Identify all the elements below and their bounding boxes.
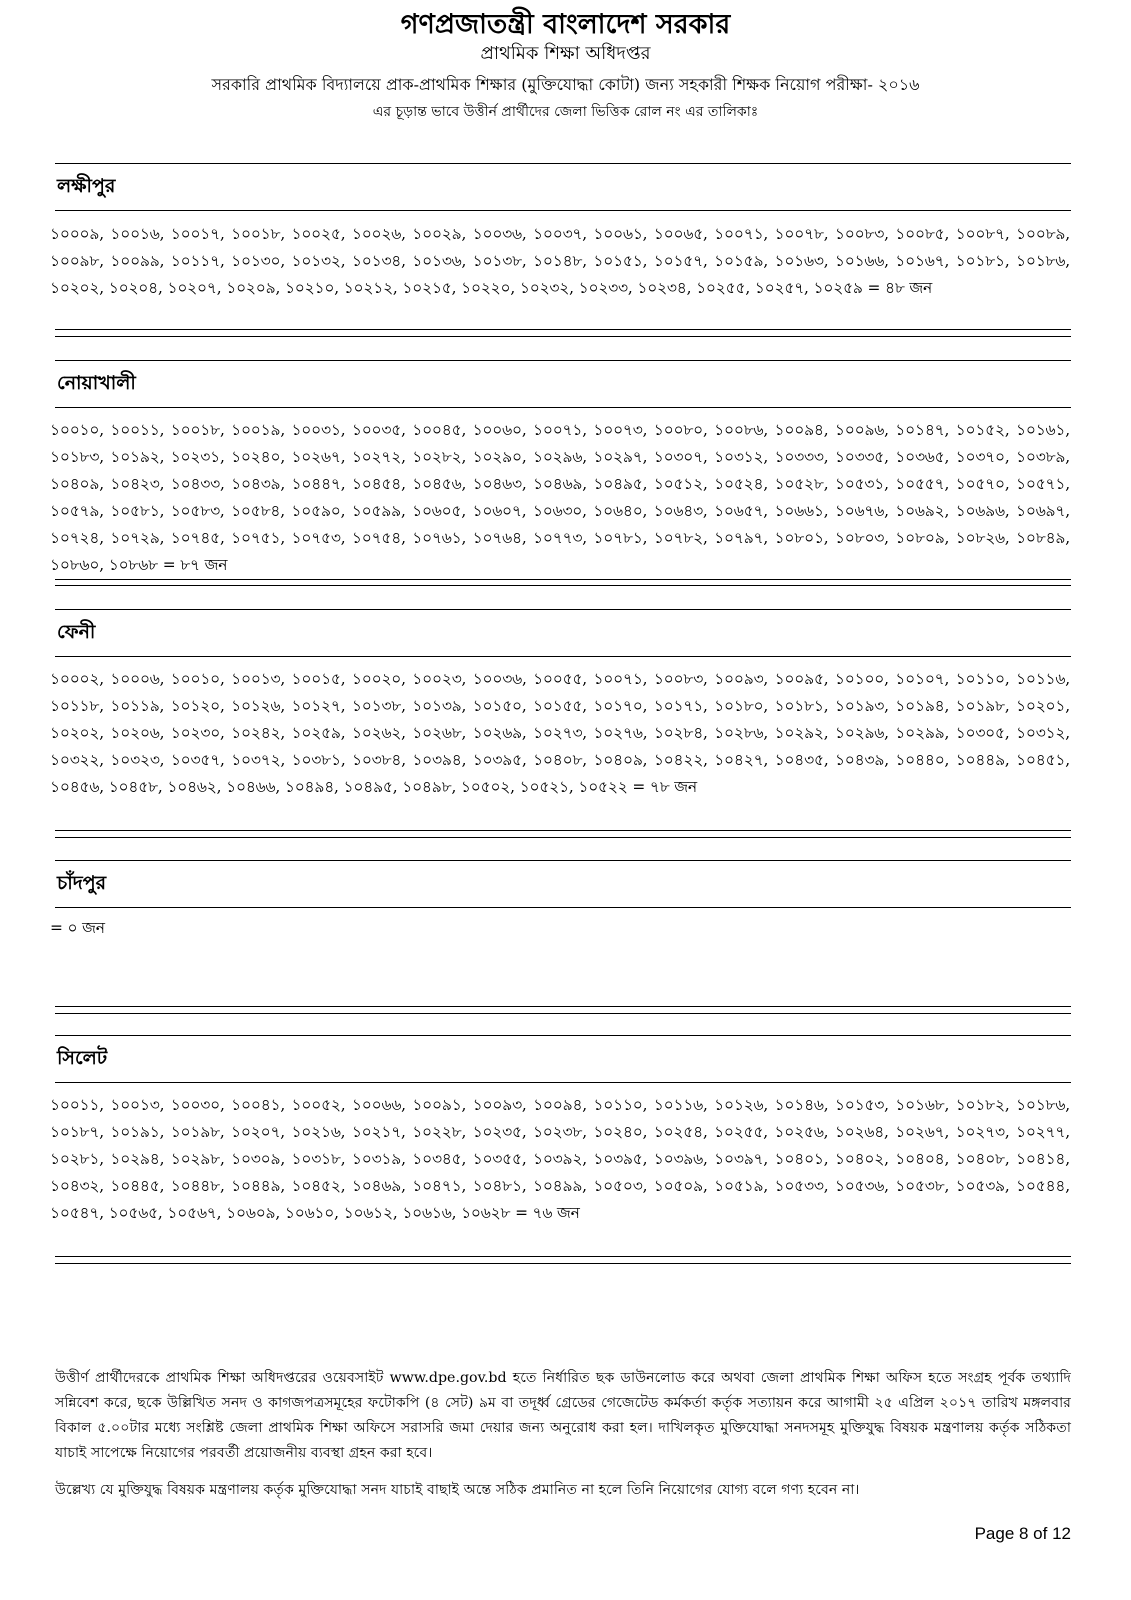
section-bottom-rule [55, 336, 1071, 337]
district-total: = ৭৬ জন [515, 1204, 580, 1222]
section-top-rule [55, 360, 1071, 361]
section-header-rule [55, 210, 1071, 211]
government-title: গণপ্রজাতন্ত্রী বাংলাদেশ সরকার [400, 9, 731, 40]
website-link[interactable]: www.dpe.gov.bd [389, 1370, 507, 1386]
section-bottom-rule [55, 1006, 1071, 1007]
roll-numbers: ১০০১০, ১০০১১, ১০০১৮, ১০০১৯, ১০০৩১, ১০০৩৫, ১০০৪৫, ১০০৬০, ১০০৭১, ১০০৭৩, ১০০৮০, ১০০৮৬, ১০০৯৪, ১০০৯৬, ১০১৪৭, ১০১৫২, ১০১৬১, ১০১৮৩, ১০১৯২, ১০২৩১, ১০২৪০, ১০২৬৭, ১০২৭২, ১০২৮২, ১০২৯০, ১০২৯৬, ১০২৯৭, ১০৩০৭, ১০৩১২, ১০৩৩৩, ১০৩৩৫, ১০৩৬৫, ১০৩৭০, ১০৩৮৯, ১০৪০৯, ১০৪২৩, ১০৪৩৩, ১০৪৩৯, ১০৪৪৭, ১০৪৫৪, ১০৪৫৬, ১০৪৬৩, ১০৪৬৯, ১০৪৯৫, ১০৫১২, ১০৫২৪, ১০৫২৮, ১০৫৩১, ১০৫৫৭, ১০৫৭০, ১০৫৭১, ১০৫৭৯, ১০৫৮১, ১০৫৮৩, ১০৫৮৪, ১০৫৯০, ১০৫৯৯, ১০৬০৫, ১০৬০৭, ১০৬৩০, ১০৬৪০, ১০৬৪৩, ১০৬৫৭, ১০৬৬১, ১০৬৭৬, ১০৬৯২, ১০৬৯৬, ১০৬৯৭, ১০৭২৪, ১০৭২৯, ১০৭৪৫, ১০৭৫১, ১০৭৫৩, ১০৭৫৪, ১০৭৬১, ১০৭৬৪, ১০৭৭৩, ১০৭৮১, ১০৭৮২, ১০৭৯৭, ১০৮০১, ১০৮০৩, ১০৮০৯, ১০৮২৬, ১০৮৪৯, ১০৮৬০, ১০৮৬৮ [50, 421, 1070, 574]
section-top-rule [55, 609, 1071, 610]
section-bottom-rule [55, 1013, 1071, 1014]
page-number: Page 8 of 12 [974, 1524, 1071, 1543]
instruction-text-part2: হতে নির্ধারিত ছক ডাউনলোড করে অথবা জেলা প্রাথমিক শিক্ষা অফিস হতে সংগ্রহ পূর্বক তথ্যাদি সন্নিবেশ করে, ছকে উল্লিখিত সনদ ও কাগজপত্রসমূহের ফটোকপি (৪ সেট) ৯ম বা তদূর্ধ্ব গ্রেডের গেজেটেড কর্মকর্তা কর্তৃক সত্যায়ন করে আগামী ২৫ এপ্রিল ২০১৭ তারিখ মঙ্গলবার বিকাল ৫.০০টার মধ্যে সংশ্লিষ্ট জেলা প্রাথমিক শিক্ষা অফিসে সরাসরি জমা দেয়ার জন্য অনুরোধ করা হল। দাখিলকৃত মুক্তিযোদ্ধা সনদসমূহ মুক্তিযুদ্ধ বিষয়ক মন্ত্রণালয় কর্তৃক সঠিকতা যাচাই সাপেক্ষে নিয়োগের পরবর্তী প্রয়োজনীয় ব্যবস্থা গ্রহন করা হবে। [55, 1370, 1071, 1461]
district-name: লক্ষীপুর [57, 175, 116, 197]
district-name: নোয়াখালী [57, 372, 136, 394]
district-total: = ৪৮ জন [867, 279, 933, 297]
roll-number-list [50, 915, 1070, 942]
district-name: সিলেট [57, 1047, 108, 1069]
district-name: চাঁদপুর [57, 872, 107, 894]
section-header-rule [55, 1082, 1071, 1083]
list-subtitle: এর চূড়ান্ত ভাবে উত্তীর্ন প্রার্থীদের জেলা ভিত্তিক রোল নং এর তালিকাঃ [372, 104, 759, 120]
section-header-rule [55, 907, 1071, 908]
roll-numbers: ১০০০২, ১০০০৬, ১০০১০, ১০০১৩, ১০০১৫, ১০০২০, ১০০২৩, ১০০৩৬, ১০০৫৫, ১০০৭১, ১০০৮৩, ১০০৯৩, ১০০৯৫, ১০১০০, ১০১০৭, ১০১১০, ১০১১৬, ১০১১৮, ১০১১৯, ১০১২০, ১০১২৬, ১০১২৭, ১০১৩৮, ১০১৩৯, ১০১৫০, ১০১৫৫, ১০১৭০, ১০১৭১, ১০১৮০, ১০১৮১, ১০১৯৩, ১০১৯৪, ১০১৯৮, ১০২০১, ১০২০২, ১০২০৬, ১০২৩০, ১০২৪২, ১০২৫৯, ১০২৬২, ১০২৬৮, ১০২৬৯, ১০২৭৩, ১০২৭৬, ১০২৮৪, ১০২৮৬, ১০২৯২, ১০২৯৬, ১০২৯৯, ১০৩০৫, ১০৩১২, ১০৩২২, ১০৩২৩, ১০৩৫৭, ১০৩৭২, ১০৩৮১, ১০৩৮৪, ১০৩৯৪, ১০৩৯৫, ১০৪০৮, ১০৪০৯, ১০৪২২, ১০৪২৭, ১০৪৩৫, ১০৪৩৯, ১০৪৪০, ১০৪৪৯, ১০৪৫১, ১০৪৫৬, ১০৪৫৮, ১০৪৬২, ১০৪৬৬, ১০৪৯৪, ১০৪৯৫, ১০৪৯৮, ১০৫০২, ১০৫২১, ১০৫২২ [50, 670, 1070, 796]
district-total: = ০ জন [50, 919, 105, 937]
section-top-rule [55, 163, 1071, 164]
section-bottom-rule [55, 579, 1071, 580]
roll-number-list [50, 1092, 1070, 1227]
department-title: প্রাথমিক শিক্ষা অধিদপ্তর [480, 43, 651, 64]
section-bottom-rule [55, 1263, 1071, 1264]
section-header-rule [55, 656, 1071, 657]
district-total: = ৮৭ জন [162, 556, 228, 574]
roll-numbers: ১০০১১, ১০০১৩, ১০০৩০, ১০০৪১, ১০০৫২, ১০০৬৬, ১০০৯১, ১০০৯৩, ১০০৯৪, ১০১১০, ১০১১৬, ১০১২৬, ১০১৪৬, ১০১৫৩, ১০১৬৮, ১০১৮২, ১০১৮৬, ১০১৮৭, ১০১৯১, ১০১৯৮, ১০২০৭, ১০২১৬, ১০২১৭, ১০২২৮, ১০২৩৫, ১০২৩৮, ১০২৪০, ১০২৫৪, ১০২৫৫, ১০২৫৬, ১০২৬৪, ১০২৬৭, ১০২৭৩, ১০২৭৭, ১০২৮১, ১০২৯৪, ১০২৯৮, ১০৩০৯, ১০৩১৮, ১০৩১৯, ১০৩৪৫, ১০৩৫৫, ১০৩৯২, ১০৩৯৫, ১০৩৯৬, ১০৩৯৭, ১০৪০১, ১০৪০২, ১০৪০৪, ১০৪০৮, ১০৪১৪, ১০৪৩২, ১০৪৪৫, ১০৪৪৮, ১০৪৪৯, ১০৪৫২, ১০৪৬৯, ১০৪৭১, ১০৪৮১, ১০৪৯৯, ১০৫০৩, ১০৫০৯, ১০৫১৯, ১০৫৩৩, ১০৫৩৬, ১০৫৩৮, ১০৫৩৯, ১০৫৪৪, ১০৫৪৭, ১০৫৬৫, ১০৫৬৭, ১০৬০৯, ১০৬১০, ১০৬১২, ১০৬১৬, ১০৬২৮ [50, 1096, 1070, 1222]
section-top-rule [55, 1035, 1071, 1036]
roll-numbers: ১০০০৯, ১০০১৬, ১০০১৭, ১০০১৮, ১০০২৫, ১০০২৬, ১০০২৯, ১০০৩৬, ১০০৩৭, ১০০৬১, ১০০৬৫, ১০০৭১, ১০০৭৮, ১০০৮৩, ১০০৮৫, ১০০৮৭, ১০০৮৯, ১০০৯৮, ১০০৯৯, ১০১১৭, ১০১৩০, ১০১৩২, ১০১৩৪, ১০১৩৬, ১০১৩৮, ১০১৪৮, ১০১৫১, ১০১৫৭, ১০১৫৯, ১০১৬৩, ১০১৬৬, ১০১৬৭, ১০১৮১, ১০১৮৬, ১০২০২, ১০২০৪, ১০২০৭, ১০২০৯, ১০২১০, ১০২১২, ১০২১৫, ১০২২০, ১০২৩২, ১০২৩৩, ১০২৩৪, ১০২৫৫, ১০২৫৭, ১০২৫৯ [50, 225, 1070, 297]
section-top-rule [55, 860, 1071, 861]
section-bottom-rule [55, 329, 1071, 330]
section-bottom-rule [55, 830, 1071, 831]
section-header-rule [55, 407, 1071, 408]
roll-number-list [50, 221, 1070, 302]
roll-number-list [50, 417, 1070, 579]
district-name: ফেনী [57, 621, 96, 643]
section-bottom-rule [55, 585, 1071, 586]
instruction-text-part1: উত্তীর্ণ প্রার্থীদেরকে প্রাথমিক শিক্ষা অধিদপ্তরের ওয়েবসাইট [55, 1370, 384, 1386]
district-total: = ৭৮ জন [632, 778, 697, 796]
section-bottom-rule [55, 837, 1071, 838]
verification-warning: উল্লেখ্য যে মুক্তিযুদ্ধ বিষয়ক মন্ত্রণালয় কর্তৃক মুক্তিযোদ্ধা সনদ যাচাই বাছাই অন্তে সঠিক প্রমানিত না হলে তিনি নিয়োগের যোগ্য বলে গণ্য হবেন না। [55, 1482, 860, 1498]
instruction-note [55, 1366, 1071, 1466]
exam-title: সরকারি প্রাথমিক বিদ্যালয়ে প্রাক-প্রাথমিক শিক্ষার (মুক্তিযোদ্ধা কোটা) জন্য সহকারী শিক্ষক নিয়োগ পরীক্ষা- ২০১৬ [211, 75, 920, 94]
section-bottom-rule [55, 1256, 1071, 1257]
roll-number-list [50, 666, 1070, 801]
